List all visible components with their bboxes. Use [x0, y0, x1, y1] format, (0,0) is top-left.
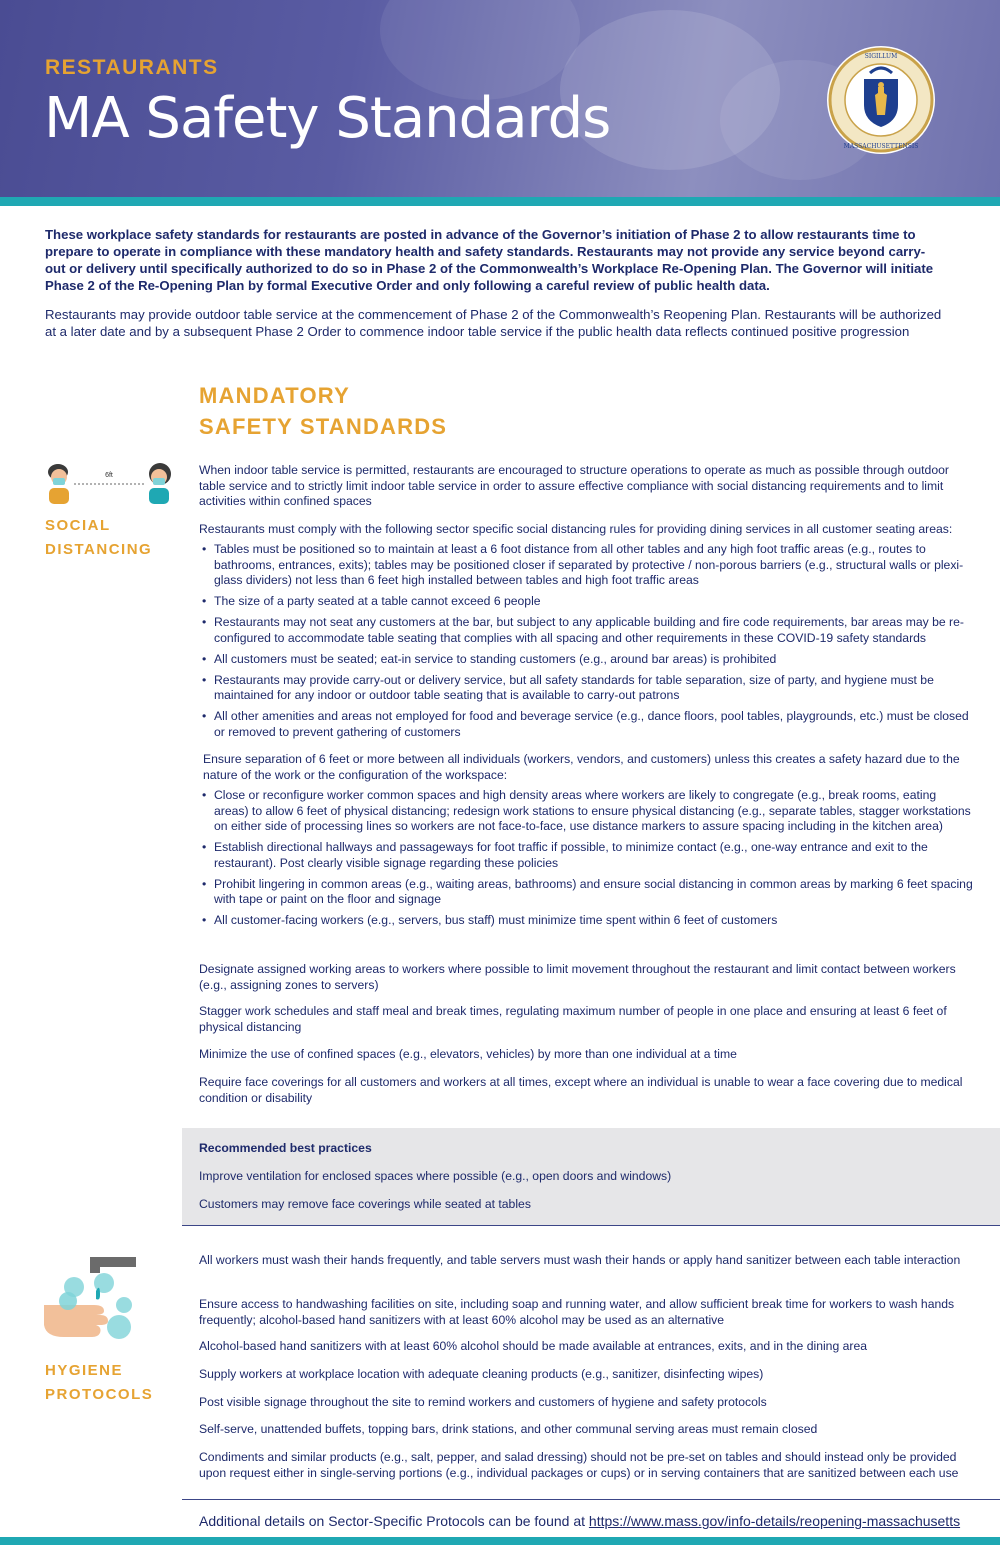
svg-text:MASSACHUSETTENSIS: MASSACHUSETTENSIS: [843, 143, 919, 150]
best-practices-box: [182, 1128, 1000, 1226]
footer-bar: [0, 1537, 1000, 1545]
reopening-link[interactable]: https://www.mass.gov/info-details/reopening-massachusetts: [588, 1513, 961, 1529]
best-practice-item: Improve ventilation for enclosed spaces where possible (e.g., open doors and windows): [199, 1169, 672, 1183]
page-kicker: RESTAURANTS: [45, 56, 219, 79]
list-item: • All other amenities and areas not employed for food and beverage service (e.g., dance floors, pool tables, playgrounds, etc.) must be closed or removed to prevent gathering of customers: [199, 709, 974, 740]
massachusetts-seal-icon: [826, 45, 936, 155]
list-item: • All customer-facing workers (e.g., servers, bus staff) must minimize time spent within 6 feet of customers: [199, 913, 974, 929]
list-item: • All customers must be seated; eat-in service to standing customers (e.g., around bar areas) is prohibited: [199, 652, 974, 668]
hygiene-item: Post visible signage throughout the site to remind workers and customers of hygiene and safety protocols: [199, 1395, 767, 1409]
bullet-list: [199, 542, 974, 740]
list-item: • The size of a party seated at a table cannot exceed 6 people: [199, 594, 974, 610]
hygiene-item: Condiments and similar products (e.g., salt, pepper, and salad dressing) should not be pre-set on tables and should instead only be provided upon request either in single-serving portions (e.g., individual packages or cups) or in serving containers that are sanitized between each use: [199, 1450, 959, 1480]
footer-divider: [182, 1499, 1000, 1500]
section-heading-line2: SAFETY STANDARDS: [199, 414, 448, 439]
paragraph: Designate assigned working areas to workers where possible to limit movement throughout the restaurant and limit contact between workers (e.g., assigning zones to servers): [199, 962, 956, 992]
section-heading-line1: MANDATORY: [199, 383, 350, 408]
hygiene-item: Self-serve, unattended buffets, topping bars, drink stations, and other communal serving areas must remain closed: [199, 1422, 818, 1436]
list-item: • Prohibit lingering in common areas (e.g., waiting areas, bathrooms) and ensure social distancing in common areas by marking 6 feet spacing with tape or paint on the floor and signage: [199, 877, 974, 908]
distance-label: 6ft: [105, 472, 113, 479]
hygiene-item: Supply workers at workplace location with adequate cleaning products (e.g., sanitizer, disinfecting wipes): [199, 1367, 764, 1381]
hygiene-protocols-label: HYGIENE PROTOCOLS: [45, 1362, 154, 1403]
paragraph: Ensure separation of 6 feet or more between all individuals (workers, vendors, and customers) unless this creates a safety hazard due to the nature of the work or the configuration of the workspace:: [203, 752, 960, 782]
bullet-list: [199, 788, 974, 929]
page-title: MA Safety Standards: [44, 86, 611, 151]
intro-paragraph: Restaurants may provide outdoor table service at the commencement of Phase 2 of the Commonwealth’s Reopening Plan. Restaurants will be authorized at a later date and by a subsequent Phase 2 Order to commence indoor table service if the public health data reflects continued positive progression: [45, 307, 942, 339]
list-item: • Tables must be positioned so to maintain at least a 6 foot distance from all other tables and any high foot traffic areas (e.g., routes to bathrooms, entrances, exits); tables may be positioned closer if separated by protective / non-porous barriers (e.g., structural walls or plexi-glass dividers) not less than 6 feet high installed between tables and high foot traffic areas: [199, 542, 974, 589]
svg-text:SIGILLUM: SIGILLUM: [864, 53, 898, 60]
social-distancing-icon: [44, 460, 176, 506]
social-distancing-label: SOCIAL DISTANCING: [45, 517, 153, 558]
intro-bold-paragraph: These workplace safety standards for restaurants are posted in advance of the Governor’s initiation of Phase 2 to allow restaurants time to prepare to operate in compliance with these mandatory health and safety standards. Restaurants may not provide any service beyond carry-out or delivery until specifically authorized to do so in Phase 2 of the Commonwealth’s Workplace Re-Opening Plan. The Governor will initiate Phase 2 of the Re-Opening Plan by formal Executive Order and only following a careful review of public health data.: [45, 227, 934, 293]
best-practice-item: Customers may remove face coverings while seated at tables: [199, 1197, 531, 1211]
handwashing-icon: [44, 1255, 138, 1349]
best-practices-title: Recommended best practices: [199, 1141, 372, 1155]
paragraph: Restaurants must comply with the following sector specific social distancing rules for providing dining services in all customer seating areas:: [199, 521, 953, 536]
list-item: • Establish directional hallways and passageways for foot traffic if possible, to minimize contact (e.g., one-way entrance and exit to the restaurant). Post clearly visible signage regarding these policies: [199, 840, 974, 871]
footer-note: [199, 1513, 960, 1529]
header-banner: [0, 0, 1000, 197]
paragraph: Require face coverings for all customers and workers at all times, except where an individual is unable to wear a face covering due to medical condition or disability: [199, 1075, 963, 1105]
social-distancing-content: [199, 463, 974, 934]
banner-background-shape: [380, 0, 580, 100]
paragraph: Stagger work schedules and staff meal and break times, regulating maximum number of people in one place and ensuring at least 6 feet of physical distancing: [199, 1004, 947, 1034]
footer-text: Additional details on Sector-Specific Protocols can be found at: [199, 1513, 589, 1529]
list-item: • Close or reconfigure worker common spaces and high density areas where workers are likely to congregate (e.g., break rooms, eating areas) to allow 6 feet of physical distancing; redesign work stations to ensure physical distancing (e.g., separate tables, stagger workstations on either side of processing lines so workers are not face-to-face, use distance markers to assure spacing including in the kitchen area): [199, 788, 974, 835]
section-heading: [199, 380, 447, 442]
paragraph: Minimize the use of confined spaces (e.g., elevators, vehicles) by more than one individual at a time: [199, 1047, 737, 1061]
hygiene-item: Ensure access to handwashing facilities on site, including soap and running water, and allow sufficient break time for workers to wash hands frequently; alcohol-based hand sanitizers with at least 60% alcohol may be used as an alternative: [199, 1297, 955, 1327]
list-item: • Restaurants may not seat any customers at the bar, but subject to any applicable building and fire code requirements, bar areas may be re-configured to accommodate table seating that complies with all spacing and other requirements in these COVID-19 safety standards: [199, 615, 974, 646]
hygiene-item: Alcohol-based hand sanitizers with at least 60% alcohol should be made available at entrances, exits, and in the dining area: [199, 1339, 868, 1353]
header-divider: [0, 197, 1000, 206]
hygiene-item: All workers must wash their hands frequently, and table servers must wash their hands or apply hand sanitizer between each table interaction: [199, 1253, 961, 1267]
list-item: • Restaurants may provide carry-out or delivery service, but all safety standards for table separation, size of party, and hygiene must be maintained for any indoor or outdoor table seating that is available to carry-out patrons: [199, 673, 974, 704]
paragraph: When indoor table service is permitted, restaurants are encouraged to structure operations to operate as much as possible through outdoor table service and to strictly limit indoor table service in order to assure effective compliance with social distancing requirements and to limit activities within confined spaces: [199, 463, 949, 508]
